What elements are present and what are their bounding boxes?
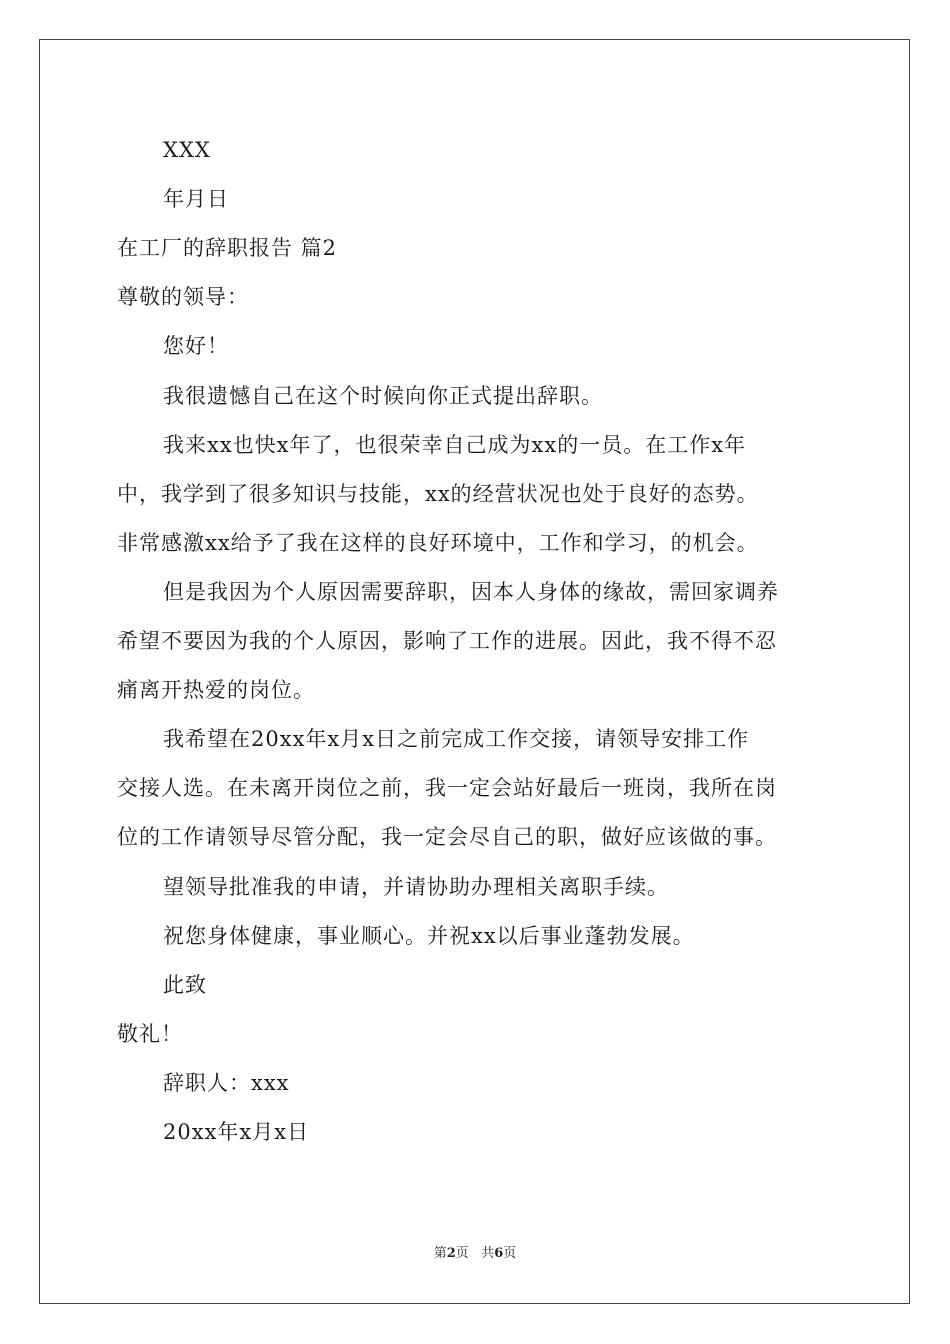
document-line: 交接人选。在未离开岗位之前，我一定会站好最后一班岗，我所在岗	[117, 776, 777, 801]
document-line: 您好！	[163, 334, 229, 359]
document-line: 此致	[163, 972, 207, 997]
footer-page-suffix: 页	[455, 1246, 469, 1261]
footer-total-prefix: 共	[481, 1246, 495, 1261]
footer-total-pages: 6	[494, 1246, 504, 1261]
footer-total-suffix: 页	[503, 1246, 517, 1261]
document-line: 尊敬的领导：	[117, 285, 249, 310]
page-frame	[39, 39, 910, 1304]
document-line: XXX	[163, 138, 211, 162]
document-line: 希望不要因为我的个人原因，影响了工作的进展。因此，我不得不忍	[117, 629, 777, 653]
page-footer	[0, 1245, 950, 1263]
document-line: 年月日	[163, 187, 229, 212]
footer-page-prefix: 第	[433, 1246, 447, 1261]
document-line: 位的工作请领导尽管分配，我一定会尽自己的职，做好应该做的事。	[117, 825, 777, 850]
document-line: 中，我学到了很多知识与技能，xx的经营状况也处于良好的态势。	[117, 481, 759, 506]
footer-page-number: 2	[446, 1246, 456, 1261]
document-line: 祝您身体健康，事业顺心。并祝xx以后事业蓬勃发展。	[163, 923, 695, 948]
document-line: 我来xx也快x年了，也很荣幸自己成为xx的一员。在工作x年	[163, 432, 747, 457]
document-line: 在工厂的辞职报告 篇2	[117, 236, 338, 261]
document-line: 但是我因为个人原因需要辞职，因本人身体的缘故，需回家调养	[163, 579, 779, 604]
document-line: 我很遗憾自己在这个时候向你正式提出辞职。	[163, 383, 603, 408]
document-line: 20xx年x月x日	[163, 1120, 310, 1144]
document-line: 我希望在20xx年x月x日之前完成工作交接，请领导安排工作	[163, 727, 750, 752]
document-line: 痛离开热爱的岗位。	[117, 678, 315, 703]
document-line: 非常感激xx给予了我在这样的良好环境中，工作和学习，的机会。	[117, 530, 759, 555]
document-line: 辞职人：xxx	[163, 1070, 290, 1095]
document-line: 敬礼！	[117, 1021, 183, 1046]
document-line: 望领导批准我的申请，并请协助办理相关离职手续。	[163, 874, 669, 899]
